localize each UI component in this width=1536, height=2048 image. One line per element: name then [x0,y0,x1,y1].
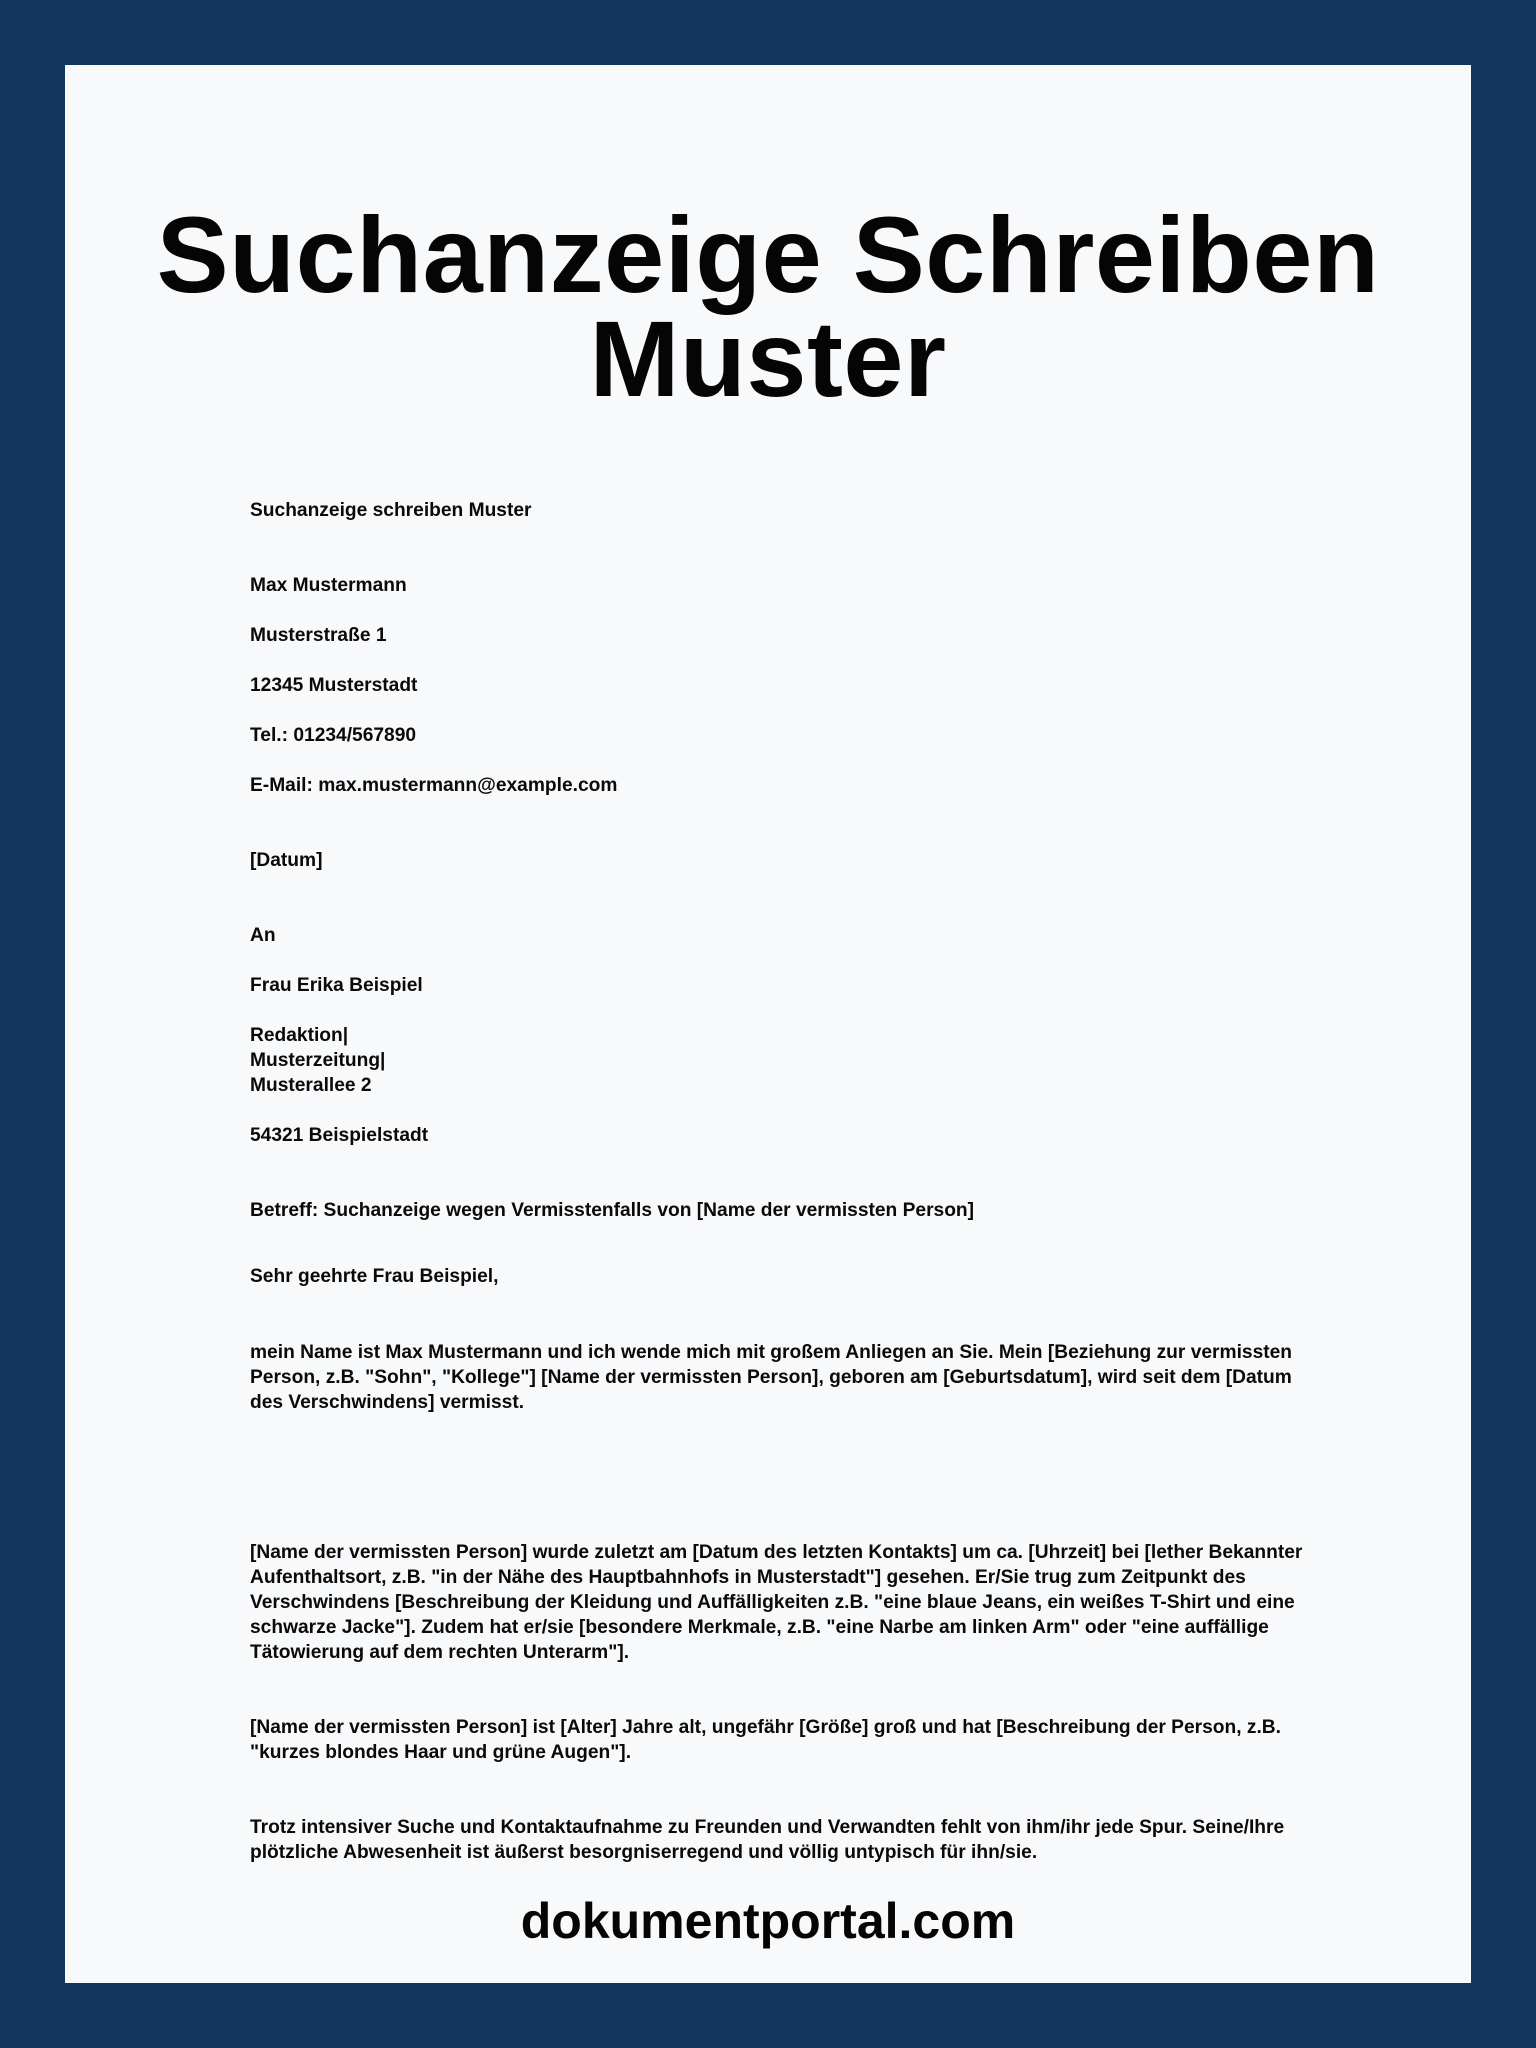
letter-paragraph-4: Trotz intensiver Suche und Kontaktaufnahme zu Freunden und Verwandten fehlt von ihm/ihr jede Spur. Seine/Ihre plötzliche Abwesenheit ist äußerst besorgniserregend und völlig untypisch für ihn/sie. [250,1817,1285,1863]
page-title-line-1: Suchanzeige Schreiben [156,194,1380,315]
sender-phone: Tel.: 01234/567890 [250,725,417,746]
letter-heading: Suchanzeige schreiben Muster [250,500,532,521]
page-title [65,194,1471,419]
letter-paragraph-2: [Name der vermissten Person] wurde zuletzt am [Datum des letzten Kontakts] um ca. [Uhrzeit] bei [lether Bekannter Aufenthaltsort, z.B. "in der Nähe des Hauptbahnhofs in Musterstadt"] gesehen. Er/Sie trug zum Zeitpunkt des Verschwindens [Beschreibung der Kleidung und Auffälligkeiten z.B. "eine blaue Jeans, ein weißes T-Shirt und eine schwarze Jacke"]. Zudem hat er/sie [besondere Merkmale, z.B. "eine Narbe am linken Arm" oder "eine auffällige Tätowierung auf dem rechten Unterarm"]. [250,1542,1303,1663]
letter-subject: Betreff: Suchanzeige wegen Vermisstenfalls von [Name der vermissten Person] [250,1200,975,1221]
letter-paragraph-3: [Name der vermissten Person] ist [Alter] Jahre alt, ungefähr [Größe] groß und hat [Beschreibung der Person, z.B. "kurzes blondes Haar und grüne Augen"]. [250,1717,1281,1763]
recipient-city: 54321 Beispielstadt [250,1125,429,1146]
recipient-to: An [250,925,276,946]
letter-salutation: Sehr geehrte Frau Beispiel, [250,1266,499,1287]
sender-city: 12345 Musterstadt [250,675,418,696]
document-page [65,65,1471,1983]
recipient-dept-line-2: Musterzeitung| [250,1050,386,1071]
sender-email: E-Mail: max.mustermann@example.com [250,775,618,796]
page-title-line-2: Muster [589,298,947,419]
footer-site-name: dokumentportal.com [520,1893,1016,1949]
sender-name: Max Mustermann [250,575,407,596]
sender-street: Musterstraße 1 [250,625,387,646]
letter-date: [Datum] [250,850,323,871]
letter-paragraph-1: mein Name ist Max Mustermann und ich wende mich mit großem Anliegen an Sie. Mein [Beziehung zur vermissten Person, z.B. "Sohn", "Kollege"] [Name der vermissten Person], geboren am [Geburtsdatum], wird seit dem [Datum des Verschwindens] vermisst. [250,1342,1293,1413]
recipient-name: Frau Erika Beispiel [250,975,423,996]
recipient-dept-line-1: Redaktion| [250,1025,349,1046]
recipient-street: Musterallee 2 [250,1075,372,1096]
